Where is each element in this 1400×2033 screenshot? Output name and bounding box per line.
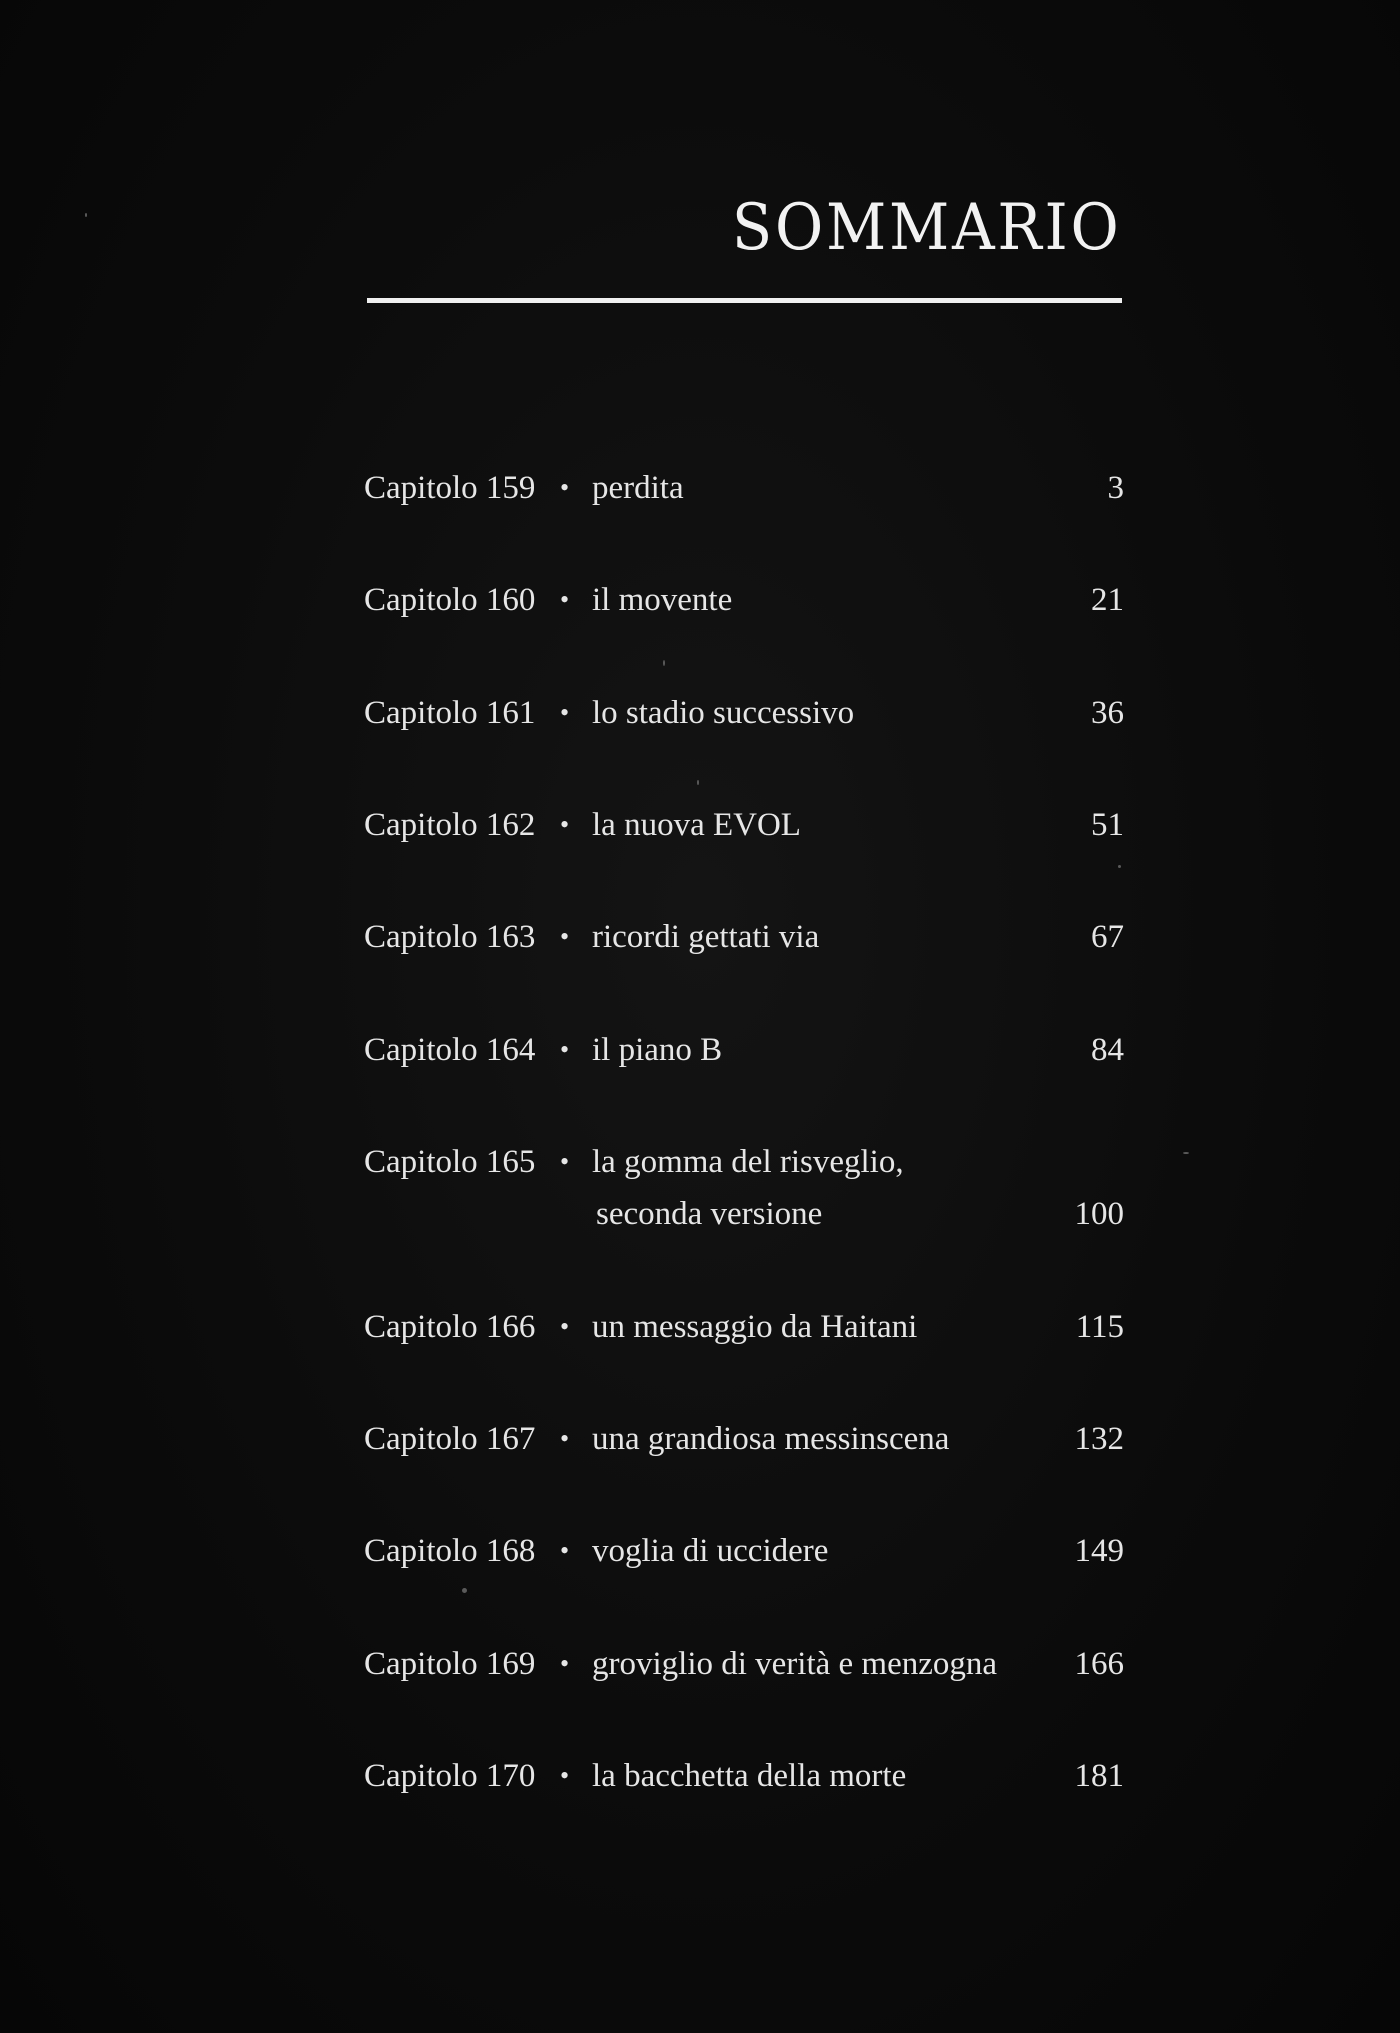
- bullet-icon: •: [560, 1536, 570, 1565]
- chapter-title: voglia di uccidere: [592, 1533, 829, 1569]
- bullet-icon: •: [560, 698, 570, 727]
- page-number: 51: [1091, 807, 1124, 843]
- bullet-icon: •: [560, 1035, 570, 1064]
- scan-speck: [1183, 1152, 1189, 1154]
- page-number: 67: [1091, 919, 1124, 955]
- scan-speck: [1118, 865, 1121, 868]
- chapter-title: il piano B: [592, 1032, 723, 1068]
- chapter-label: Capitolo 168: [364, 1533, 536, 1569]
- chapter-title: groviglio di verità e menzogna: [592, 1646, 998, 1682]
- chapter-label: Capitolo 164: [364, 1032, 536, 1068]
- chapter-label: Capitolo 159: [364, 470, 536, 506]
- chapter-title: perdita: [592, 470, 684, 506]
- bullet-icon: •: [560, 810, 570, 839]
- chapter-title: [592, 1136, 904, 1240]
- bullet-icon: •: [560, 1147, 570, 1176]
- scan-speck: [462, 1588, 467, 1593]
- chapter-label: Capitolo 163: [364, 919, 536, 955]
- page-number: 132: [1074, 1421, 1124, 1457]
- page-number: 84: [1091, 1032, 1124, 1068]
- chapter-title: una grandiosa messinscena: [592, 1421, 950, 1457]
- chapter-label: Capitolo 162: [364, 807, 536, 843]
- chapter-title: ricordi gettati via: [592, 919, 820, 955]
- bullet-icon: •: [560, 1424, 570, 1453]
- scan-speck: [697, 780, 699, 785]
- page-number: 36: [1091, 695, 1124, 731]
- chapter-title-line-1: la gomma del risveglio,: [592, 1144, 904, 1180]
- chapter-label: Capitolo 160: [364, 582, 536, 618]
- title-underline: [367, 298, 1122, 303]
- page-number: 3: [1107, 470, 1124, 506]
- bullet-icon: •: [560, 1761, 570, 1790]
- bullet-icon: •: [560, 1312, 570, 1341]
- chapter-label: Capitolo 169: [364, 1646, 536, 1682]
- scan-speck: [85, 213, 87, 217]
- bullet-icon: •: [560, 922, 570, 951]
- chapter-title: un messaggio da Haitani: [592, 1309, 918, 1345]
- chapter-label: Capitolo 165: [364, 1144, 536, 1180]
- page-number: 166: [1074, 1646, 1124, 1682]
- chapter-title: la nuova EVOL: [592, 807, 801, 843]
- page-number: 149: [1074, 1533, 1124, 1569]
- page-number: 21: [1091, 582, 1124, 618]
- bullet-icon: •: [560, 1649, 570, 1678]
- chapter-title-line-2: seconda versione: [596, 1196, 823, 1232]
- bullet-icon: •: [560, 473, 570, 502]
- chapter-title: lo stadio successivo: [592, 695, 855, 731]
- bullet-icon: •: [560, 585, 570, 614]
- chapter-label: Capitolo 166: [364, 1309, 536, 1345]
- chapter-title: la bacchetta della morte: [592, 1758, 907, 1794]
- page-number: 115: [1075, 1309, 1124, 1345]
- page-number: 100: [1074, 1196, 1124, 1232]
- page-number: 181: [1074, 1758, 1124, 1794]
- chapter-label: Capitolo 167: [364, 1421, 536, 1457]
- chapter-label: Capitolo 161: [364, 695, 536, 731]
- chapter-title: il movente: [592, 582, 733, 618]
- page-title: SOMMARIO: [732, 191, 1122, 265]
- scan-speck: [663, 660, 665, 666]
- chapter-label: Capitolo 170: [364, 1758, 536, 1794]
